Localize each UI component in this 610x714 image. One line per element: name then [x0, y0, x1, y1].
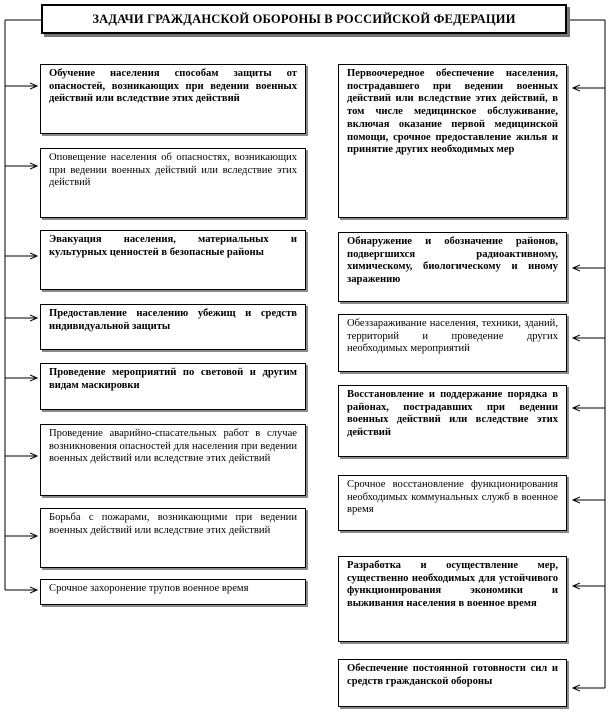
- task-box-shelters: Предоставление населению убежищ и средств индивидуальной защиты: [40, 304, 306, 350]
- task-box-camouflage: Проведение мероприятий по световой и другим видам маскировки: [40, 363, 306, 410]
- task-box-priority-support: Первоочередное обеспечение населения, пострадавшего при ведении военных действий или вследствие этих действий, в том числе медицинское обслуживание, включая оказание первой медицинской помощи, срочное предоставление жилья и принятие других необходимых мер: [338, 64, 567, 218]
- task-box-contamination-detection: Обнаружение и обозначение районов, подвергшихся радиоактивному, химическому, биологическому и иному заражению: [338, 232, 567, 302]
- task-box-order-restoration: Восстановление и поддержание порядка в районах, пострадавших при ведении военных действий или вследствие этих действий: [338, 385, 567, 457]
- task-box-readiness: Обеспечение постоянной готовности сил и средств гражданской обороны: [338, 659, 567, 707]
- diagram-title: ЗАДАЧИ ГРАЖДАНСКОЙ ОБОРОНЫ В РОССИЙСКОЙ ФЕДЕРАЦИИ: [41, 4, 567, 34]
- task-box-evacuation: Эвакуация населения, материальных и культурных ценностей в безопасные районы: [40, 230, 306, 290]
- task-box-utilities-restoration: Срочное восстановление функционирования необходимых коммунальных служб в военное время: [338, 475, 567, 531]
- task-box-training: Обучение населения способам защиты от опасностей, возникающих при ведении военных действий или вследствие этих действий: [40, 64, 306, 134]
- task-box-economy-measures: Разработка и осуществление мер, существенно необходимых для устойчивого функционирования экономики и выживания населения в военное время: [338, 556, 567, 642]
- task-box-notification: Оповещение населения об опасностях, возникающих при ведении военных действий или вследствие этих действий: [40, 148, 306, 218]
- task-box-firefighting: Борьба с пожарами, возникающими при ведении военных действий или вследствие этих действий: [40, 508, 306, 568]
- task-box-decontamination: Обеззараживание населения, техники, зданий, территорий и проведение других необходимых мероприятий: [338, 314, 567, 372]
- task-box-burial: Срочное захоронение трупов военное время: [40, 579, 306, 605]
- task-box-rescue-works: Проведение аварийно-спасательных работ в случае возникновения опасностей для населения при ведении военных действий или вследствие этих действий: [40, 424, 306, 496]
